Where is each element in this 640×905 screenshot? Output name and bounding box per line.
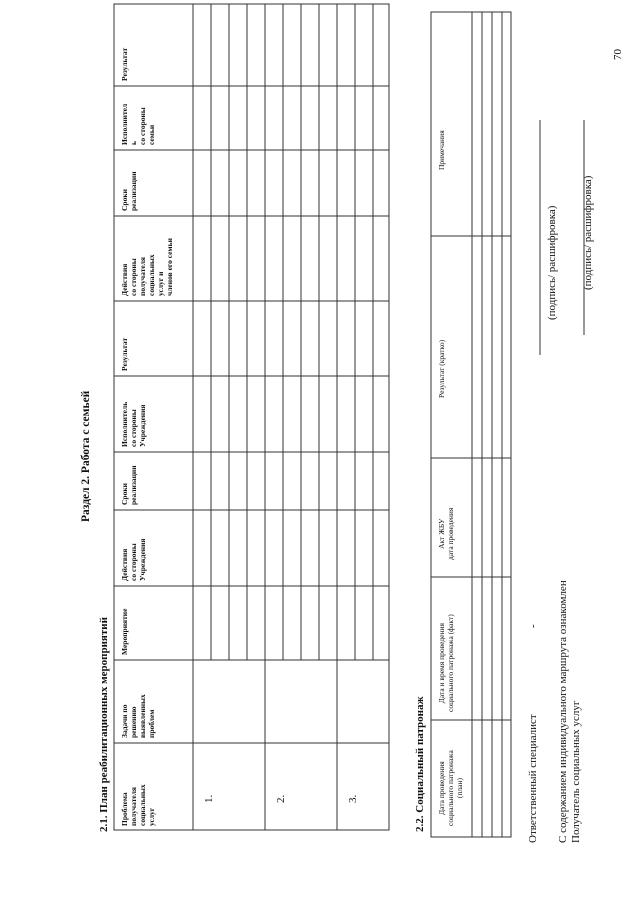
header-family-result: Результат [120, 47, 129, 81]
acquainted-label: С содержанием индивидуального маршрута ознакомлен [557, 580, 569, 843]
patronage-header-plan-date: Дата проведения социального патронажа (план) [437, 750, 464, 826]
section-title: Раздел 2. Работа с семьей [80, 390, 92, 522]
header-institution-terms: Сроки реализации [120, 465, 138, 505]
page-number: 70 [612, 49, 624, 60]
header-institution-result: Результат [120, 337, 129, 371]
header-family-actions: Действия со стороны получателя социальных услуг и членов его семьи [120, 238, 174, 296]
recipient-caption: (подпись/ расшифровка) [582, 175, 594, 290]
patronage-title: 2.2. Социальный патронаж [414, 696, 426, 832]
row-number-1: 1. [203, 794, 215, 803]
patronage-header-notes: Примечания [437, 130, 446, 170]
header-institution-actions: Действия со стороны Учреждения [120, 538, 147, 581]
row-number-3: 3. [347, 794, 359, 803]
patronage-header-act: Акт ЖБУ дата проведения [437, 507, 455, 560]
rehab-plan-title: 2.1. План реабилитационных мероприятий [98, 617, 110, 832]
header-problem: Проблема получателя социальных услуг [120, 784, 156, 826]
header-family-executor: Исполнител ь со стороны семьи [120, 103, 156, 145]
recipient-label: Получатель социальных услуг [570, 700, 582, 843]
row-number-2: 2. [275, 794, 287, 803]
header-tasks: Задачи по решению выявленных проблем [120, 694, 156, 738]
header-institution-executor: Исполнитель со стороны Учреждения [120, 401, 147, 447]
specialist-dash: - [527, 624, 539, 628]
patronage-header-fact-date: Дата и время проведения социального патронажа (факт) [437, 614, 455, 712]
patronage-header-result: Результат (кратко) [437, 339, 446, 398]
header-activity: Мероприятие [120, 608, 129, 655]
specialist-label: Ответственный специалист [527, 714, 539, 843]
header-family-terms: Сроки реализации [120, 171, 138, 211]
specialist-caption: (подпись/ расшифровка) [546, 205, 558, 320]
